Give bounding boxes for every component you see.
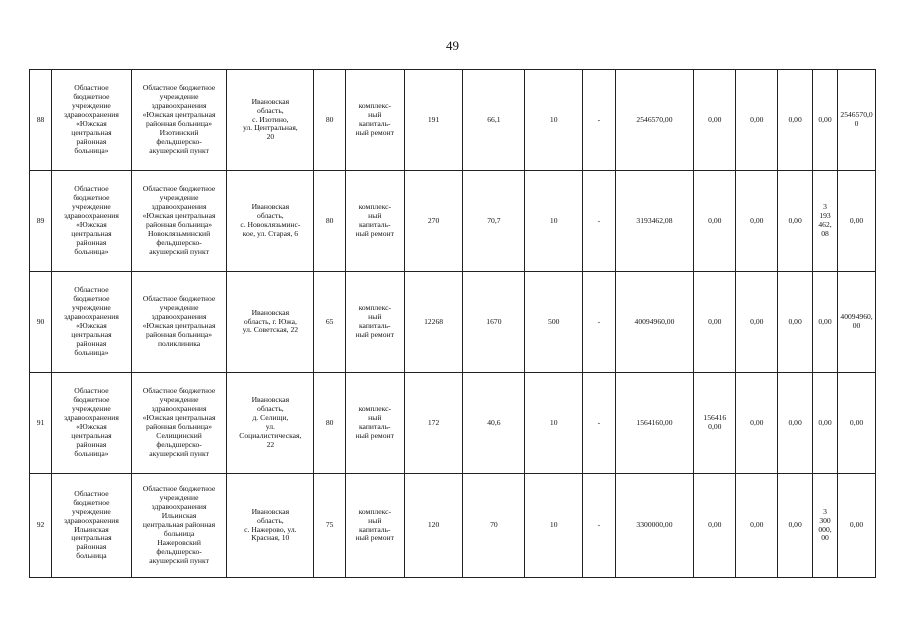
row-number: 91 <box>30 373 52 474</box>
value-cell: 10 <box>525 373 583 474</box>
address-cell: Ивановская область, с. Новоклязьминс- кое, ул. Старая, 6 <box>227 171 314 272</box>
amount-cell: 3300000,00 <box>615 474 694 578</box>
value-cell: 10 <box>525 171 583 272</box>
amount-cell: 0,00 <box>812 373 837 474</box>
amount-cell: 0,00 <box>694 272 736 373</box>
address-cell: Ивановская область, с. Нажерово, ул. Красная, 10 <box>227 474 314 578</box>
amount-cell: 40094960,00 <box>615 272 694 373</box>
value-cell: - <box>583 272 616 373</box>
value-cell: 66,1 <box>463 70 525 171</box>
institution-cell: Областное бюджетное учреждение здравоохранения Ильинская центральная районная больница <box>52 474 132 578</box>
value-cell: - <box>583 373 616 474</box>
amount-cell: 0,00 <box>778 171 813 272</box>
amount-cell: 0,00 <box>736 373 778 474</box>
value-cell: - <box>583 171 616 272</box>
work-type-cell: комплекс- ный капиталь- ный ремонт <box>345 373 404 474</box>
value-cell: 10 <box>525 70 583 171</box>
amount-cell: 0,00 <box>778 474 813 578</box>
table-row <box>30 171 876 272</box>
value-cell: 40,6 <box>463 373 525 474</box>
object-cell: Областное бюджетное учреждение здравоохранения «Южская центральная районная больница» Изотинский фельдшерско- акушерский пункт <box>131 70 227 171</box>
table-row <box>30 272 876 373</box>
amount-cell: 0,00 <box>838 171 876 272</box>
work-type-cell: комплекс- ный капиталь- ный ремонт <box>345 171 404 272</box>
row-number: 89 <box>30 171 52 272</box>
object-cell: Областное бюджетное учреждение здравоохранения «Южская центральная районная больница» Новоклязьминский фельдшерско- акушерский пункт <box>131 171 227 272</box>
page-number: 49 <box>446 38 459 53</box>
value-cell: 1670 <box>463 272 525 373</box>
amount-cell: 0,00 <box>736 272 778 373</box>
amount-cell: 3193462,08 <box>615 171 694 272</box>
amount-cell: 0,00 <box>736 474 778 578</box>
amount-cell: 156416 0,00 <box>694 373 736 474</box>
address-cell: Ивановская область, с. Изотино, ул. Центральная, 20 <box>227 70 314 171</box>
value-cell: 75 <box>314 474 345 578</box>
value-cell: - <box>583 474 616 578</box>
value-cell: 80 <box>314 171 345 272</box>
work-type-cell: комплекс- ный капиталь- ный ремонт <box>345 474 404 578</box>
work-type-cell: комплекс- ный капиталь- ный ремонт <box>345 70 404 171</box>
amount-cell: 3 300 000, 00 <box>812 474 837 578</box>
work-type-cell: комплекс- ный капиталь- ный ремонт <box>345 272 404 373</box>
table-row <box>30 70 876 171</box>
value-cell: 500 <box>525 272 583 373</box>
amount-cell: 0,00 <box>694 474 736 578</box>
amount-cell: 3 193 462, 08 <box>812 171 837 272</box>
capital-repair-table <box>29 69 876 578</box>
value-cell: 80 <box>314 70 345 171</box>
value-cell: 172 <box>404 373 463 474</box>
amount-cell: 0,00 <box>812 70 837 171</box>
value-cell: 70,7 <box>463 171 525 272</box>
value-cell: 270 <box>404 171 463 272</box>
object-cell: Областное бюджетное учреждение здравоохранения Ильинская центральная районная больница Нажеровский фельдшерско- акушерский пункт <box>131 474 227 578</box>
amount-cell: 2546570,00 <box>615 70 694 171</box>
table-row <box>30 373 876 474</box>
institution-cell: Областное бюджетное учреждение здравоохранения «Южская центральная районная больница» <box>52 171 132 272</box>
institution-cell: Областное бюджетное учреждение здравоохранения «Южская центральная районная больница» <box>52 272 132 373</box>
amount-cell: 0,00 <box>736 171 778 272</box>
amount-cell: 40094960, 00 <box>838 272 876 373</box>
value-cell: 120 <box>404 474 463 578</box>
amount-cell: 0,00 <box>838 474 876 578</box>
value-cell: 12268 <box>404 272 463 373</box>
object-cell: Областное бюджетное учреждение здравоохранения «Южская центральная районная больница» поликлиника <box>131 272 227 373</box>
value-cell: 80 <box>314 373 345 474</box>
amount-cell: 0,00 <box>736 70 778 171</box>
amount-cell: 0,00 <box>778 70 813 171</box>
object-cell: Областное бюджетное учреждение здравоохранения «Южская центральная районная больница» Селищинский фельдшерско- акушерский пункт <box>131 373 227 474</box>
value-cell: 70 <box>463 474 525 578</box>
row-number: 92 <box>30 474 52 578</box>
amount-cell: 2546570,0 0 <box>838 70 876 171</box>
value-cell: 65 <box>314 272 345 373</box>
amount-cell: 0,00 <box>694 70 736 171</box>
amount-cell: 1564160,00 <box>615 373 694 474</box>
table-row <box>30 474 876 578</box>
value-cell: 191 <box>404 70 463 171</box>
row-number: 88 <box>30 70 52 171</box>
amount-cell: 0,00 <box>838 373 876 474</box>
address-cell: Ивановская область, д. Селищи, ул. Социалистическая, 22 <box>227 373 314 474</box>
amount-cell: 0,00 <box>778 373 813 474</box>
row-number: 90 <box>30 272 52 373</box>
amount-cell: 0,00 <box>694 171 736 272</box>
address-cell: Ивановская область, г. Южа, ул. Советская, 22 <box>227 272 314 373</box>
institution-cell: Областное бюджетное учреждение здравоохранения «Южская центральная районная больница» <box>52 70 132 171</box>
amount-cell: 0,00 <box>812 272 837 373</box>
value-cell: 10 <box>525 474 583 578</box>
amount-cell: 0,00 <box>778 272 813 373</box>
institution-cell: Областное бюджетное учреждение здравоохранения «Южская центральная районная больница» <box>52 373 132 474</box>
value-cell: - <box>583 70 616 171</box>
